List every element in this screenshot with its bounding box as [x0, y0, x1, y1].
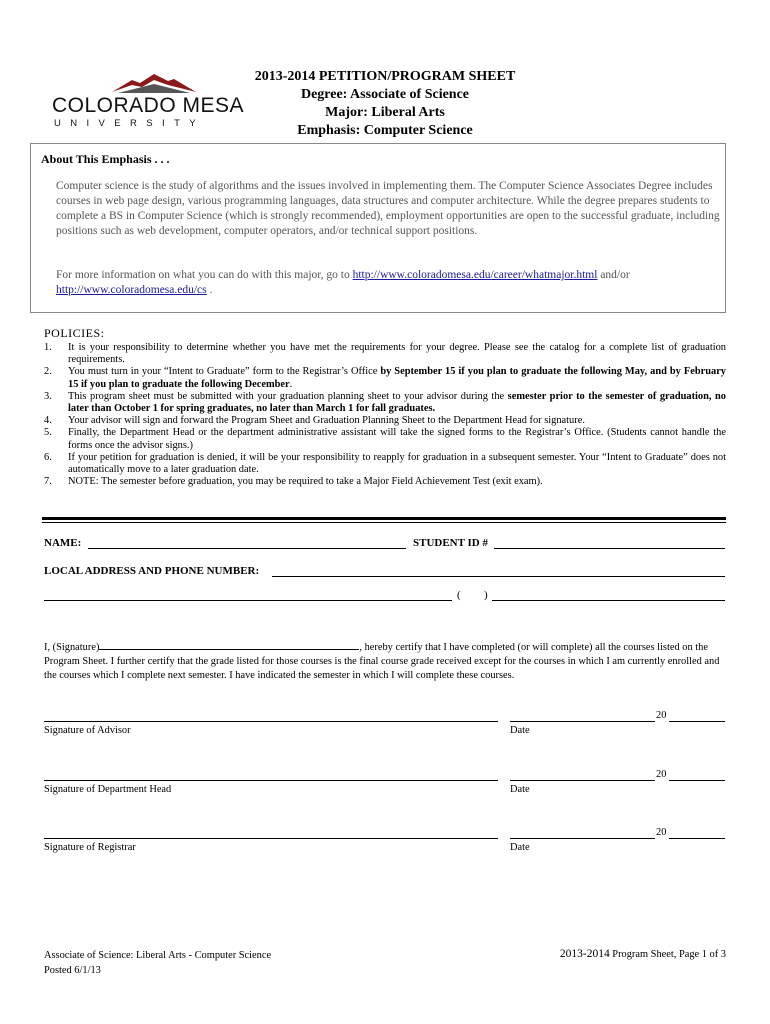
logo-name: COLORADO MESA: [52, 94, 245, 117]
footer-posted: Posted 6/1/13: [44, 965, 101, 976]
policy-number: 6.: [44, 451, 52, 463]
policy-number: 2.: [44, 366, 52, 378]
footer-program: Associate of Science: Liberal Arts - Computer Science: [44, 950, 272, 961]
policy-item: [44, 415, 726, 427]
student-id-field[interactable]: [494, 548, 725, 549]
cs-link[interactable]: http://www.coloradomesa.edu/cs: [56, 284, 207, 296]
policy-number: 3.: [44, 390, 52, 402]
footer-page-info: [520, 948, 726, 960]
registrar-signature-label: Signature of Registrar: [44, 842, 136, 853]
policy-number: 4.: [44, 415, 52, 427]
policy-number: 5.: [44, 427, 52, 439]
policy-item: [44, 366, 726, 390]
more-info-text: [56, 268, 721, 298]
policy-item: [44, 476, 726, 488]
policy-item: [44, 452, 726, 476]
registrar-date-label: Date: [510, 842, 530, 853]
name-label: NAME:: [44, 537, 82, 549]
policy-text: Your advisor will sign and forward the Program Sheet and Graduation Planning Sheet to the Department Head for signature.: [68, 415, 585, 427]
certification-statement: [44, 639, 726, 683]
mesa-mountain-icon: [110, 72, 200, 94]
footer-year: 2013-2014: [559, 948, 610, 960]
advisor-signature-field[interactable]: [44, 721, 498, 722]
department-head-signature-label: Signature of Department Head: [44, 784, 172, 795]
name-field[interactable]: [88, 548, 406, 549]
advisor-signature-label: Signature of Advisor: [44, 725, 131, 736]
policy-item: [44, 391, 726, 415]
department-head-date-label: Date: [510, 784, 530, 795]
phone-field[interactable]: [492, 600, 725, 601]
policies-heading: POLICIES:: [44, 326, 105, 340]
footer-page-number: Program Sheet, Page 1 of 3: [609, 949, 726, 960]
career-link[interactable]: http://www.coloradomesa.edu/career/whatmajor.html: [352, 269, 598, 281]
advisor-year-field[interactable]: [669, 721, 725, 722]
major-title: Major: Liberal Arts: [325, 105, 445, 120]
more-info-mid: and/or: [597, 269, 630, 281]
advisor-date-label: Date: [510, 725, 530, 736]
degree-title: Degree: Associate of Science: [300, 87, 470, 102]
policy-text: NOTE: The semester before graduation, you may be required to take a Major Field Achievement Test (exit exam).: [68, 476, 543, 488]
department-head-year-prefix: 20: [656, 769, 667, 780]
policy-item: [44, 342, 726, 366]
section-divider-thick: [42, 517, 726, 520]
student-id-label: STUDENT ID #: [413, 537, 488, 549]
section-divider-thin: [42, 522, 726, 523]
registrar-year-prefix: 20: [656, 827, 667, 838]
certification-signature-field[interactable]: [99, 639, 359, 650]
phone-paren-close: ): [484, 589, 488, 601]
policy-deadline: semester prior to the semester of graduation, no later than October 1 for spring graduates, no later than March 1 for fall graduates.: [68, 390, 726, 415]
policy-text: It is your responsibility to determine whether you have met the requirements for your degree. Please see the catalog for a complete list of graduation requirements.: [68, 342, 726, 366]
certification-text: , hereby certify that I have completed (or will complete) all the courses listed on the Program Sheet. I further certify that the grade listed for those courses is the final course grade received except for the courses in which I am currently enrolled and the courses which I complete next semester. I have indicated the semester in which I will complete these courses.: [44, 642, 720, 681]
policy-deadline: by September 15 if you plan to graduate the following May, and by February 15 if you plan to graduate the following December: [68, 366, 727, 390]
page-title: 2013-2014 PETITION/PROGRAM SHEET: [254, 69, 516, 84]
address-label: LOCAL ADDRESS AND PHONE NUMBER:: [44, 565, 260, 577]
university-logo: [52, 72, 245, 132]
phone-paren-open: (: [457, 589, 461, 601]
advisor-date-field[interactable]: [510, 721, 655, 722]
logo-university: UNIVERSITY: [54, 118, 206, 129]
more-info-suffix: .: [206, 284, 213, 296]
policy-text: If your petition for graduation is denied, it will be your responsibility to reapply for graduation in a subsequent semester. Your “Intent to Graduate” does not automatically move to a later graduation date.: [68, 451, 726, 476]
address-field[interactable]: [272, 576, 725, 577]
footer-left: [44, 948, 271, 978]
about-text: Computer science is the study of algorithms and the issues involved in implementing them. The Computer Science Associates Degree includes courses in web page design, various programming languages, data structures and computer architecture. While the degree prepares students to complete a BS in Computer Science (which is strongly recommended), employment opportunities are open to the successful graduate, including positions such as web development, computer operators, and/or technical support positions.: [56, 180, 720, 237]
address-field-line2[interactable]: [44, 600, 452, 601]
registrar-year-field[interactable]: [669, 838, 725, 839]
advisor-year-prefix: 20: [656, 710, 667, 721]
department-head-year-field[interactable]: [669, 780, 725, 781]
about-emphasis-box: [30, 143, 726, 313]
registrar-signature-field[interactable]: [44, 838, 498, 839]
policy-text: This program sheet must be submitted with your graduation planning sheet to your advisor during the: [68, 390, 508, 402]
department-head-date-field[interactable]: [510, 780, 655, 781]
registrar-date-field[interactable]: [510, 838, 655, 839]
page-header: [230, 68, 540, 140]
policy-number: 1.: [44, 342, 52, 353]
policy-item: [44, 427, 726, 451]
department-head-signature-field[interactable]: [44, 780, 498, 781]
policy-text: You must turn in your “Intent to Graduate” form to the Registrar’s Office: [68, 366, 381, 378]
more-info-prefix: For more information on what you can do with this major, go to: [56, 269, 353, 281]
about-heading: About This Emphasis . . .: [41, 152, 170, 166]
policy-text: Finally, the Department Head or the department administrative assistant will take the signed forms to the Registrar’s Office. (Students cannot handle the forms once the advisor signs.): [68, 427, 726, 451]
policy-number: 7.: [44, 476, 52, 488]
policies-list: [44, 342, 726, 488]
emphasis-title: Emphasis: Computer Science: [297, 123, 473, 138]
policy-text-end: .: [289, 378, 293, 390]
certification-prefix: I, (Signature): [44, 642, 100, 653]
